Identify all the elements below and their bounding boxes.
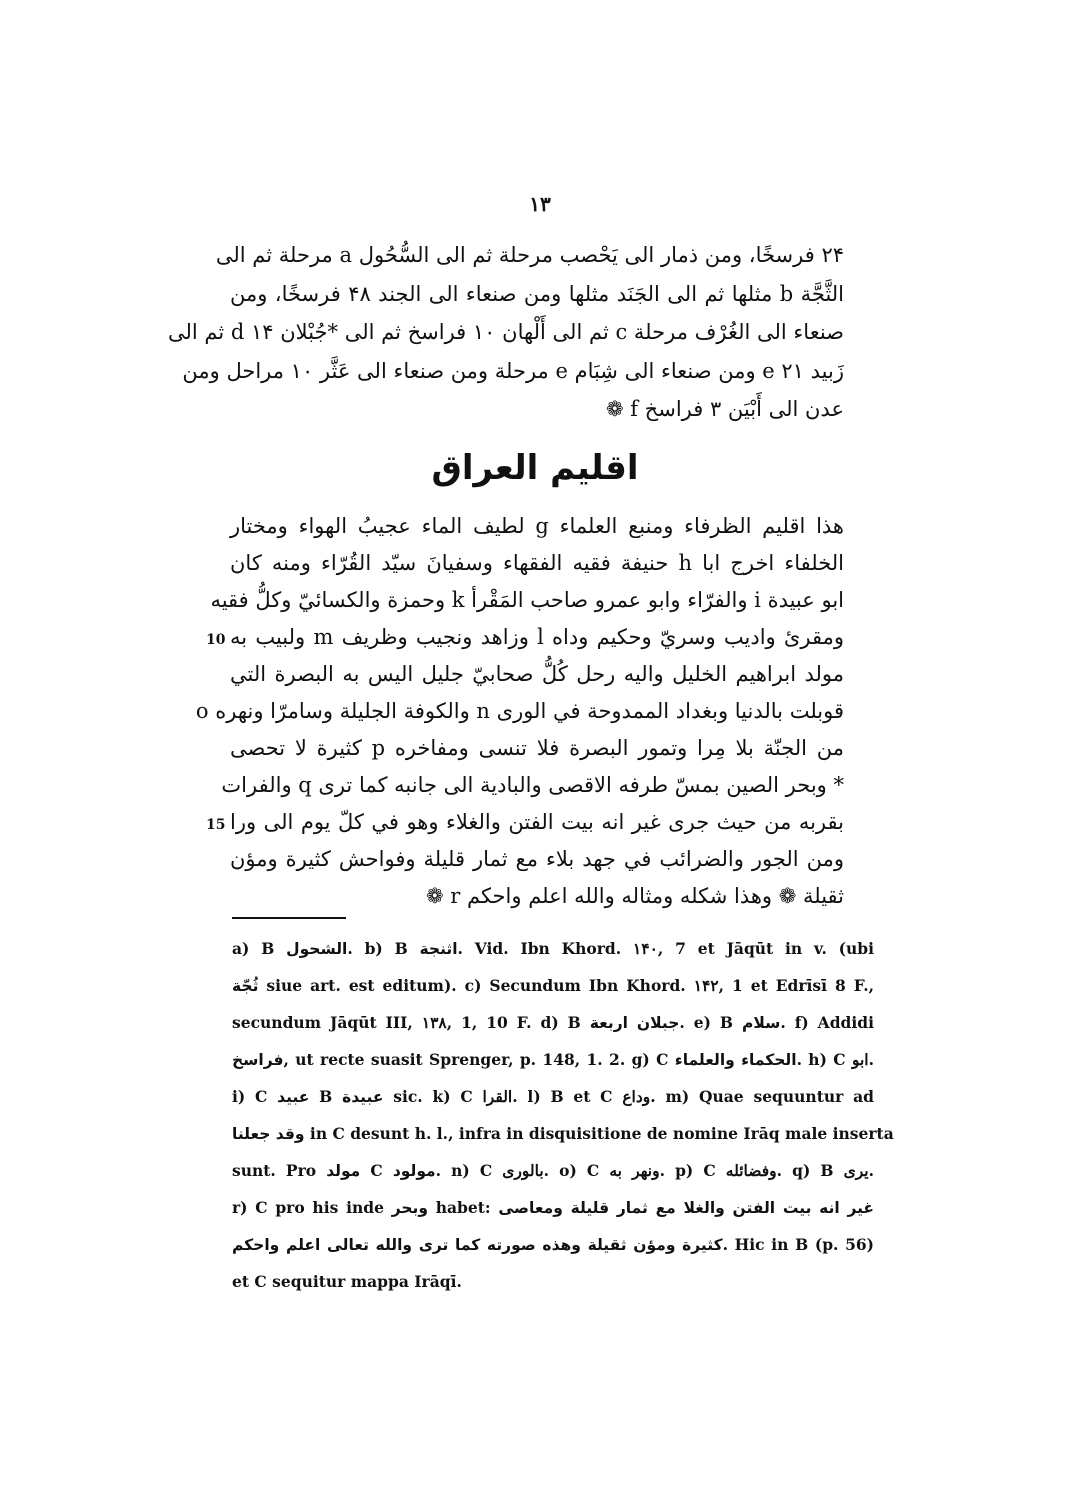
text-line: ۲۴ فرسخًا، ومن ذمار الى يَحْصب مرحلة ثم الى السُّحُول a مرحلة ثم الى <box>215 243 844 267</box>
text-line: مولد ابراهيم الخليل واليه رحل كُلُّ صحابيّ جليل اليس به البصرة التي <box>230 662 844 686</box>
footnote-line: secundum Jāqūt III, ۱۳۸, 1, 10 F. d) B جبلان اربعة. e) B سلام. f) Addidi <box>232 1013 874 1032</box>
line-number-15: 15 <box>206 817 226 833</box>
text-line: ومن الجور والضرائب في جهد بلاء مع ثمار قليلة وفواحش كثيرة ومؤن <box>230 847 844 871</box>
footnote-line: فراسخ, ut recte suasit Sprenger, p. 148, 1. 2. g) C الحكماء والعلماء. h) C ابو. <box>232 1050 874 1069</box>
text-line: صنعاء الى الغُرْف مرحلة c ثم الى أَلْهان ۱۰ فراسخ ثم الى *جُبْلان d ۱۴ ثم الى <box>167 320 844 344</box>
text-line: ثقيلة ❁ وهذا شكله ومثاله والله اعلم واحكم r ❁ <box>425 884 844 908</box>
footnote-line: r) C pro his inde وبحر habet: غير انه بيت الفتن والغلا مع ثمار قليلة ومعاصى <box>232 1198 875 1217</box>
text-line: من الجنّة بلا مِرا وتمور البصرة فلا تنسى ومفاخره p كثيرة لا تحصى <box>230 736 844 760</box>
page-number: ۱۳ <box>529 192 551 216</box>
text-line: الخلفاء اخرج ابا h حنيفة فقيه الفقهاء وسفيانَ سيّد القُرّاء ومنه كان <box>230 551 844 575</box>
line-number-10: 10 <box>206 632 226 648</box>
text-line: هذا اقليم الظرفاء ومنبع العلماء g لطيف الماء عجيبُ الهواء ومختار <box>230 514 845 538</box>
text-line: بقربه من حيث جرى غير انه بيت الفتن والغلاء وهو في كلّ يوم الى ورا <box>230 810 844 834</box>
text-line: ومقرئ واديب وسريّ وحكيم وداه l وزاهد ونجيب وظريف m ولبيب به <box>230 625 844 649</box>
text-line: الثَّجَّة b مثلها ثم الى الجَنَد مثلها ومن صنعاء الى الجند ۴۸ فرسخًا، ومن <box>230 281 845 306</box>
text-line: قوبلت بالدنيا وبغداد الممدوحة في الورى n والكوفة الجليلة وسامرّا ونهره o <box>195 699 844 723</box>
text-line: عدن الى أَبْيَن ۳ فراسخ f ❁ <box>605 397 844 421</box>
section-heading: اقليم العراق <box>431 448 639 488</box>
text-line: ابو عبيدة i والفرّاء وابو عمرو صاحب المَقْرأ k وحمزة والكسائيّ وكلُّ فقيه <box>210 588 844 612</box>
text-line: * وبحر الصين بمسّ طرفه الاقصى والبادية الى جانبه كما ترى q والفرات <box>221 773 844 797</box>
footnote-line: ثُجّة siue art. est editum). c) Secundum Ibn Khord. ۱۴۲, 1 et Edrīsī 8 F., <box>232 976 874 995</box>
footnote-line: كثيرة ومؤن ثقيلة وهذه صورته كما ترى والله تعالى اعلم واحكم. Hic in B (p. 56) <box>232 1235 875 1254</box>
footnote-line: sunt. Pro مولد C مولود. n) C بالورى. o) C ونهر به. p) C وفضائله. q) B يرى. <box>232 1161 874 1180</box>
footnotes <box>232 930 894 1300</box>
footnote-line: a) B الشحول. b) B اثنجة. Vid. Ibn Khord. ۱۴۰, 7 et Jāqūt in v. (ubi <box>232 939 874 958</box>
footnote-line: i) C عبيد B عبيدة sic. k) C القرا. l) B et C وداع. m) Quae sequuntur ad <box>232 1087 874 1106</box>
footnote-line: et C sequitur mappa Irāqī. <box>232 1272 462 1291</box>
footnote-line: وقد جعلنا in C desunt h. l., infra in disquisitione de nomine Irāq male inserta <box>232 1124 894 1143</box>
top-paragraph <box>167 236 845 429</box>
text-line: زَبيد e ۲۱ ومن صنعاء الى شِبَام e مرحلة ومن صنعاء الى عَثَّر ۱۰ مراحل ومن <box>182 358 844 383</box>
footnote-rule <box>232 917 346 919</box>
